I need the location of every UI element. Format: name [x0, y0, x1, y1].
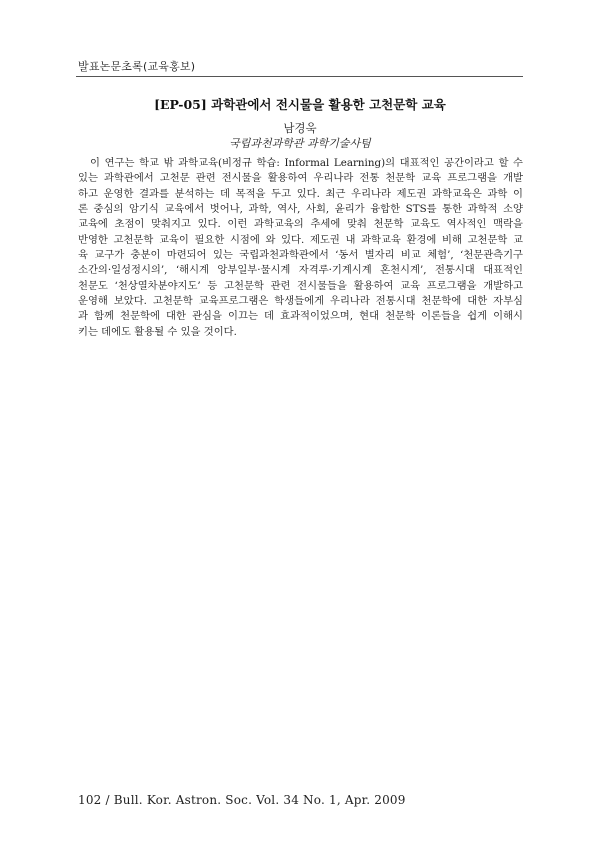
- abstract-line: 운영해 보았다. 고천문학 교육프로그램은 학생들에게 우리나라 전통시대 천문학에 대한 자부심: [78, 295, 523, 308]
- abstract-line: 육 교구가 충분이 마련되어 있는 국립과천과학관에서 ‘동서 별자리 비교 체험’, ‘천문관측기구: [78, 249, 523, 262]
- author-name: 남경욱: [283, 121, 317, 135]
- abstract-line: 이 연구는 학교 밖 과학교육(비정규 학습: Informal Learning)의 대표적인 공간이라고 할 수: [90, 157, 523, 169]
- author-affiliation: 국립과천과학관 과학기술사팀: [229, 137, 371, 150]
- page-footer-citation: 102 / Bull. Kor. Astron. Soc. Vol. 34 No. 1, Apr. 2009: [78, 793, 406, 807]
- paper-title: [EP-05] 과학관에서 전시물을 활용한 고천문학 교육: [154, 97, 446, 112]
- abstract-line: 과 함께 천문학에 대한 관심을 이끄는 데 효과적이었으며, 현대 천문학 이론들을 쉽게 이해시: [78, 310, 523, 323]
- abstract-line: 키는 데에도 활용될 수 있을 것이다.: [78, 325, 237, 338]
- running-header: 발표논문초록(교육홍보): [78, 60, 196, 73]
- abstract-line: 반영한 고천문학 교육이 필요한 시점에 와 있다. 제도권 내 과학교육 환경에 비해 고천문학 교: [78, 233, 523, 246]
- abstract-line: 소간의·일성정시의’, ‘해시계 앙부일부·물시계 자격루·기계시계 혼천시계’, 전통시대 대표적인: [78, 264, 523, 277]
- abstract-line: 론 중심의 암기식 교육에서 벗어나, 과학, 역사, 사회, 윤리가 융합한 STS를 통한 과학적 소양: [78, 203, 523, 216]
- abstract-line: 천문도 ‘천상열차분야지도’ 등 고천문학 관련 전시물들을 활용하여 교육 프로그램을 개발하고: [78, 279, 523, 292]
- abstract-line: 있는 과학관에서 고천문 관련 전시물을 활용하여 우리나라 전통 천문학 교육 프로그램을 개발: [78, 172, 523, 185]
- abstract-line: 하고 운영한 결과를 분석하는 데 목적을 두고 있다. 최근 우리나라 제도권 과학교육은 과학 이: [78, 187, 523, 200]
- header-rule: [76, 76, 523, 77]
- abstract-body: [78, 156, 523, 340]
- abstract-line: 교육에 초점이 맞춰지고 있다. 이런 과학교육의 추세에 맞춰 천문학 교육도 역사적인 맥락을: [78, 218, 523, 231]
